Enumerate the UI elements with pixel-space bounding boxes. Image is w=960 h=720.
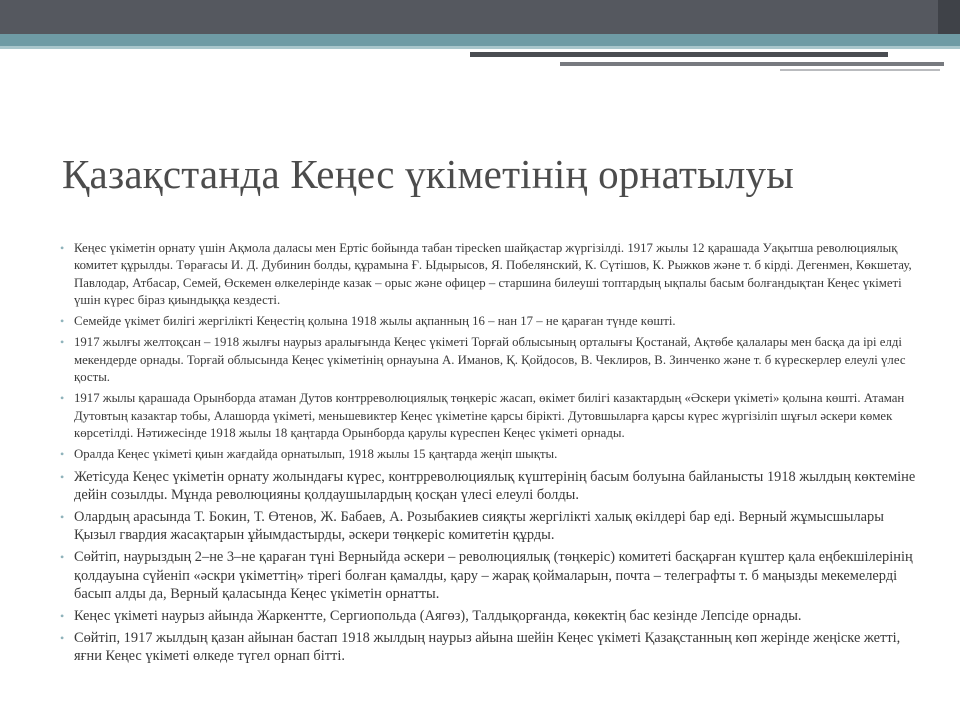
bullet-icon: • — [60, 469, 65, 484]
bullet-item — [60, 313, 920, 330]
bullet-item — [60, 240, 920, 309]
bullet-icon: • — [60, 509, 65, 524]
bullet-icon: • — [60, 314, 65, 329]
bullet-text: Кеңес үкіметі наурыз айында Жаркентте, Сергиопольда (Аягөз), Талдықорғанда, көкектің бас кезінде Лепсіде орнады. — [74, 607, 802, 624]
slide-title: Қазақстанда Кеңес үкіметінің орнатылуы — [62, 151, 794, 197]
decorative-rule-dark — [470, 52, 888, 57]
bullet-text: Кеңес үкіметін орнату үшін Ақмола даласы мен Ертіс бойында табан тіресken шайқастар жүргізілді. 1917 жылы 12 қарашада Уақытша революциялық комитет құрылды. Төрағасы И. Д. Дубинин болды, құрамына Ғ. Ыдырысов, Я. Побелянский, К. Сүтішов, К. Рыжков және т. б кірді. Дегенмен, Көкшетау, Павлодар, Атбасар, Семей, Өскемен өлкелерінде казак – орыс және офицер – старшина билеуші топтардың ықпалы басым болғандықтан Кеңес үкіметі үшін күрес біраз қиындыққа кездесті. — [74, 241, 912, 307]
bullet-item — [60, 508, 920, 544]
bullet-text: 1917 жылғы желтоқсан – 1918 жылғы наурыз аралығында Кеңес үкіметі Торғай облысының орталығы Қостанай, Ақтөбе қалалары мен басқа да ірі елді мекендерде орнады. Торғай облысында Кеңес үкіметінің орнауына А. Иманов, Қ. Қойдосов, В. Чеклиров, В. Зинченко және т. б күрескерлер елеулі үлес қосты. — [74, 335, 906, 385]
bullet-item — [60, 334, 920, 386]
bullet-text: Оралда Кеңес үкіметі қиын жағдайда орнатылып, 1918 жылы 15 қаңтарда жеңіп шықты. — [74, 447, 558, 462]
bullet-text: Сөйтіп, наурыздың 2–не 3–не қараған түні Верныйда әскери – революциялық (төңкеріс) комитеті басқарған күштер қала еңбекшілерінің қолдауына сүйеніп «әскри үкіметтің» тірегі болған қамалды, қару – жарақ қоймаларын, почта – телеграфты т. б маңызды мекемелерді басып алды да, Верный қаласында Кеңес үкіметін орнатты. — [74, 549, 913, 602]
bullet-text: Жетісуда Кеңес үкіметін орнату жолындағы күрес, контрреволюциялық күштерінің басым болуына байланысты 1918 жылдың көктеміне дейін созылды. Мұнда революцияны қолдаушылардың қосқан үлесі елеулі болды. — [74, 468, 916, 503]
bullet-item — [60, 390, 920, 442]
bullet-text: Семейде үкімет билігі жергілікті Кеңестің қолына 1918 жылы ақпанның 16 – нан 17 – не қараған түнде көшті. — [74, 314, 676, 329]
header-band — [0, 0, 960, 34]
header-accent-stripe — [0, 34, 960, 46]
bullet-item — [60, 629, 920, 665]
bullet-icon: • — [60, 608, 65, 623]
bullet-text: Олардың арасында Т. Бокин, Т. Өтенов, Ж. Бабаев, А. Розыбакиев сияқты жергілікті халық өкілдері бар еді. Верный жұмысшылары Қызыл гвардия жасақтарын ұйымдастырды, әскери төңкеріс комитетін құрды. — [74, 508, 884, 544]
bullet-icon: • — [60, 447, 65, 462]
decorative-rule-gray — [560, 62, 944, 66]
bullet-item — [60, 446, 920, 463]
bullet-item — [60, 607, 920, 625]
header-accent-stripe-light — [0, 46, 960, 49]
bullet-icon: • — [60, 631, 65, 646]
bullet-icon: • — [60, 391, 65, 406]
bullet-icon: • — [60, 550, 65, 565]
bullet-text: Сөйтіп, 1917 жылдың қазан айынан бастап 1918 жылдың наурыз айына шейін Кеңес үкіметі Қазақстанның көп жерінде жеңіске жетті, яғни Кеңес үкіметі өлкеде түгел орнап бітті. — [74, 630, 901, 665]
bullet-text: 1917 жылы қарашада Орынборда атаман Дутов контрреволюциялық төңкеріс жасап, өкімет билігі казактардың «Әскери үкіметі» қолына көшті. Атаман Дутовтың казактар тобы, Алашорда үкіметі, меньшевиктер Кеңес үкіметіне қарсы бірікті. Дутовшыларға қарсы күрес жүргізіліп шұғыл әскери көмек көрсетілді. Нәтижесінде 1918 жылы 18 қаңтарда Орынборда қарулы күреспен Кеңес үкіметі орнады. — [74, 391, 905, 440]
bullet-item — [60, 548, 920, 603]
bullet-list — [60, 240, 920, 670]
bullet-icon: • — [60, 335, 65, 350]
header-band-corner — [938, 0, 960, 34]
decorative-rule-light — [780, 69, 940, 71]
bullet-item — [60, 468, 920, 504]
bullet-icon: • — [60, 241, 65, 255]
